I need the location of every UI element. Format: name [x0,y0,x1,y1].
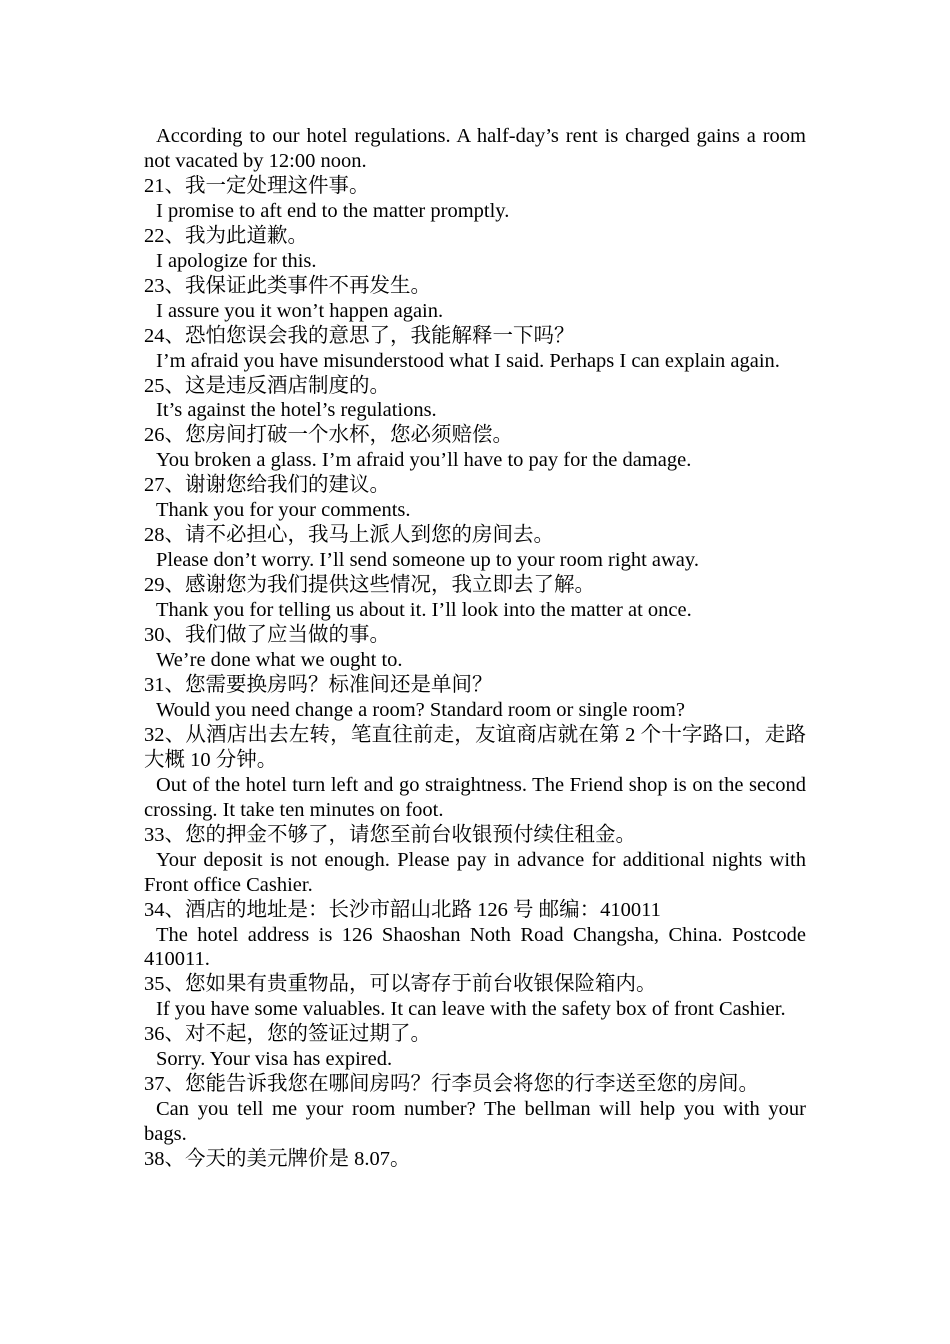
english-translation: Thank you for telling us about it. I’ll look into the matter at once. [156,599,692,622]
english-translation: Your deposit is not enough. Please pay in advance for additional nights with Front office Cashier. [144,848,806,896]
chinese-sentence: 35、您如果有贵重物品，可以寄存于前台收银保险箱内。 [144,973,657,996]
english-translation: It’s against the hotel’s regulations. [156,399,437,422]
chinese-sentence: 30、我们做了应当做的事。 [144,624,390,647]
document-body [144,124,806,1172]
chinese-sentence: 38、今天的美元牌价是 8.07。 [144,1148,411,1171]
english-translation: If you have some valuables. It can leave with the safety box of front Cashier. [156,998,786,1021]
english-translation: Please don’t worry. I’ll send someone up to your room right away. [156,549,699,572]
english-translation: The hotel address is 126 Shaoshan Noth Road Changsha, China. Postcode 410011. [144,923,806,971]
english-translation: We’re done what we ought to. [156,649,403,672]
english-translation: According to our hotel regulations. A half-day’s rent is charged gains a room not vacated by 12:00 noon. [144,125,806,172]
chinese-sentence: 36、对不起，您的签证过期了。 [144,1023,431,1046]
english-translation: Thank you for your comments. [156,499,411,522]
chinese-sentence: 22、我为此道歉。 [144,224,308,247]
chinese-sentence: 37、您能告诉我您在哪间房吗？行李员会将您的行李送至您的房间。 [144,1073,759,1096]
chinese-sentence: 26、您房间打破一个水杯，您必须赔偿。 [144,424,513,447]
chinese-sentence: 32、从酒店出去左转，笔直往前走，友谊商店就在第 2 个十字路口，走路大概 10 分钟。 [144,723,806,771]
chinese-sentence: 21、我一定处理这件事。 [144,174,370,197]
chinese-sentence: 23、我保证此类事件不再发生。 [144,274,431,297]
english-translation: Sorry. Your visa has expired. [156,1048,393,1071]
english-translation: Out of the hotel turn left and go straightness. The Friend shop is on the second crossing. It take ten minutes on foot. [144,773,806,821]
english-translation: You broken a glass. I’m afraid you’ll have to pay for the damage. [156,449,692,472]
english-translation: I promise to aft end to the matter promptly. [156,199,510,222]
english-translation: I apologize for this. [156,249,317,272]
chinese-sentence: 28、请不必担心，我马上派人到您的房间去。 [144,524,554,547]
chinese-sentence: 34、酒店的地址是：长沙市韶山北路 126 号 邮编：410011 [144,898,661,921]
chinese-sentence: 24、恐怕您误会我的意思了，我能解释一下吗？ [144,324,575,347]
chinese-sentence: 33、您的押金不够了，请您至前台收银预付续住租金。 [144,823,636,846]
english-translation: Would you need change a room? Standard room or single room? [156,698,685,721]
english-translation: I’m afraid you have misunderstood what I said. Perhaps I can explain again. [156,349,780,372]
chinese-sentence: 25、这是违反酒店制度的。 [144,374,390,397]
english-translation: I assure you it won’t happen again. [156,299,444,322]
chinese-sentence: 31、您需要换房吗？标准间还是单间？ [144,673,493,696]
english-translation: Can you tell me your room number? The bellman will help you with your bags. [144,1098,806,1146]
chinese-sentence: 29、感谢您为我们提供这些情况，我立即去了解。 [144,574,595,597]
chinese-sentence: 27、谢谢您给我们的建议。 [144,474,390,497]
